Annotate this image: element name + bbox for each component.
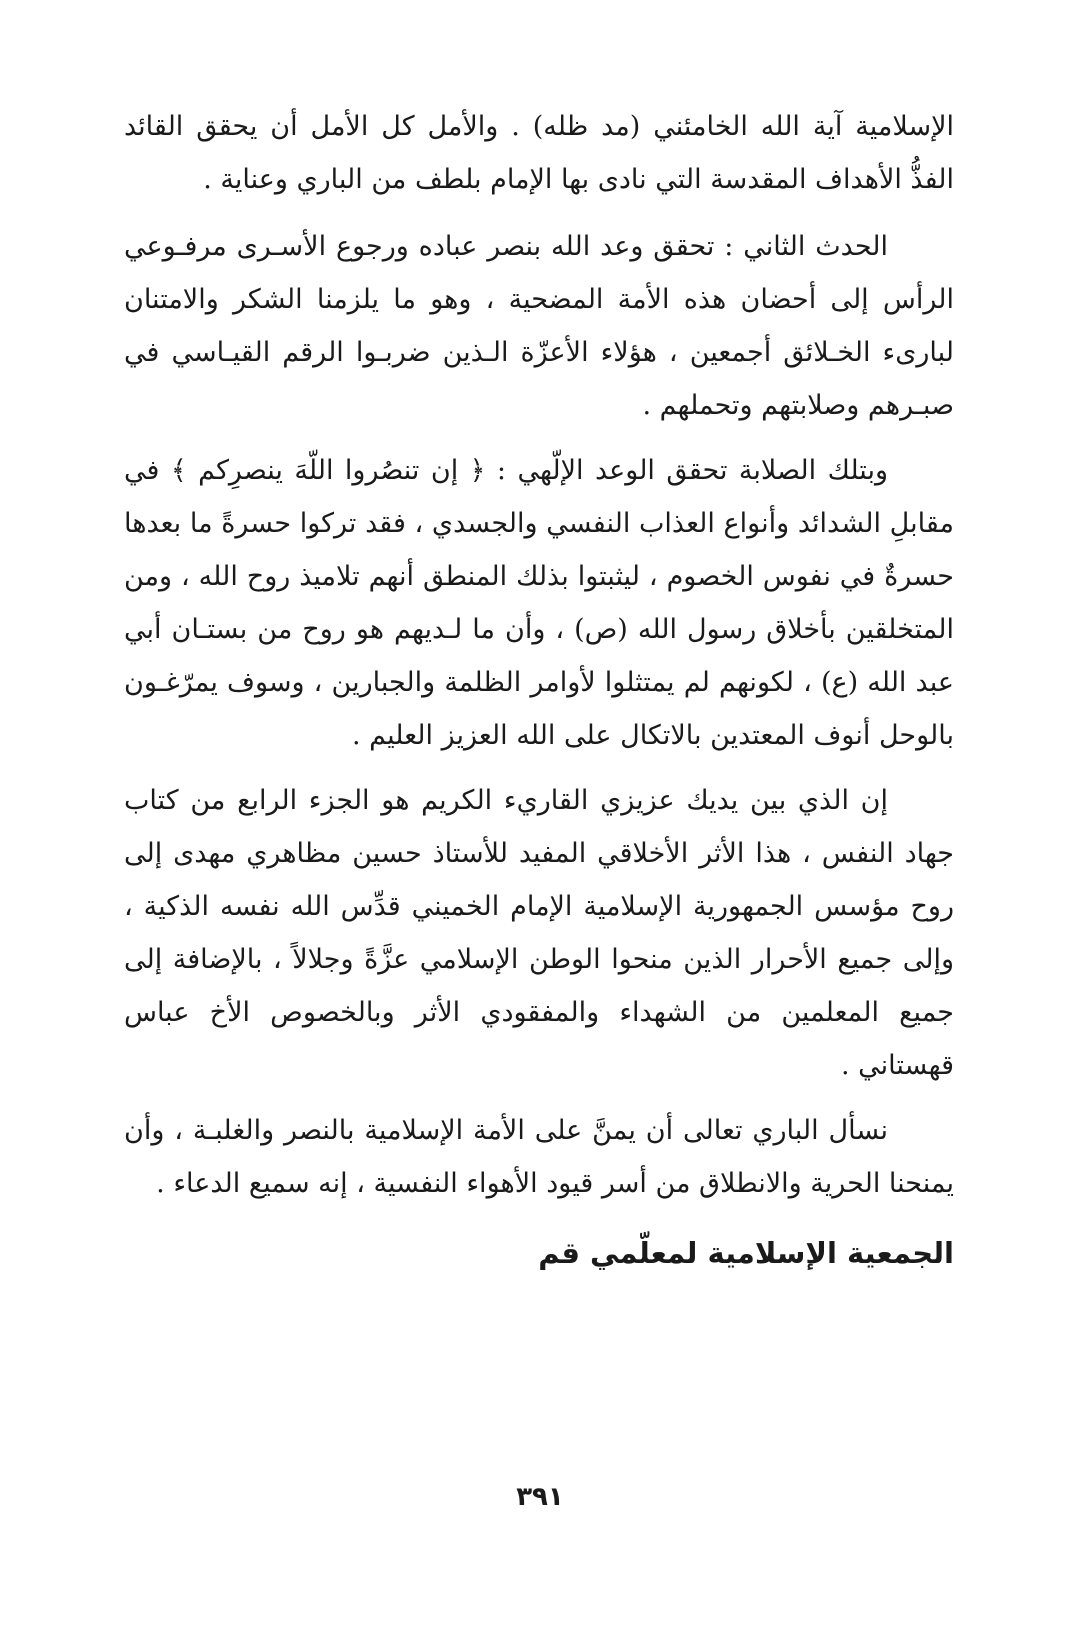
- paragraph-book-dedication: إن الذي بين يديك عزيزي القاريء الكريم هو الجزء الرابع من كتاب جهاد النفس ، هذا الأثر الأخلاقي المفيد للأستاذ حسين مظاهري مهدى إلى روح مؤسس الجمهورية الإسلامية الإمام الخميني قدِّس الله نفسه الذكية ، وإلى جميع الأحرار الذين منحوا الوطن الإسلامي عزَّةً وجلالاً ، بالإضافة إلى جميع المعلمين من الشهداء والمفقودي الأثر وبالخصوص الأخ عباس قهستاني .: [124, 785, 954, 1081]
- page-body: [124, 100, 954, 1278]
- paragraph-closing-prayer: نسأل الباري تعالى أن يمنَّ على الأمة الإسلامية بالنصر والغلبـة ، وأن يمنحنا الحرية والانطلاق من أسر قيود الأهواء النفسية ، إنه سميع الدعاء .: [124, 1115, 954, 1199]
- signature: الجمعية الإسلامية لمعلّمي قم: [538, 1236, 954, 1270]
- paragraph-second-event: الحدث الثاني : تحقق وعد الله بنصر عباده ورجوع الأسـرى مرفـوعي الرأس إلى أحضان هذه الأمة المضحية ، وهو ما يلزمنا الشكر والامتنان لبارىء الخـلائق أجمعين ، هؤلاء الأعزّة الـذين ضربـوا الرقم القيـاسي في صبـرهم وصلابتهم وتحملهم .: [124, 231, 954, 421]
- paragraph-divine-promise: وبتلك الصلابة تحقق الوعد الإلّهي : ﴿ إن تنصُروا اللّهَ ينصرِكم ﴾ في مقابلِ الشدائد وأنواع العذاب النفسي والجسدي ، فقد تركوا حسرةً ما بعدها حسرةٌ في نفوس الخصوم ، ليثبتوا بذلك المنطق أنهم تلاميذ روح الله ، ومن المتخلقين بأخلاق رسول الله (ص) ، وأن ما لـديهم هو روح من بستـان أبي عبد الله (ع) ، لكونهم لم يمتثلوا لأوامر الظلمة والجبارين ، وسوف يمرّغـون بالوحل أنوف المعتدين بالاتكال على الله العزيز العليم .: [124, 455, 954, 751]
- paragraph-continuation: الإسلامية آية الله الخامئني (مد ظله) . والأمل كل الأمل أن يحقق القائد الفذُّ الأهداف المقدسة التي نادى بها الإمام بلطف من الباري وعناية .: [124, 111, 954, 195]
- page-number: ٣٩١: [516, 1482, 564, 1512]
